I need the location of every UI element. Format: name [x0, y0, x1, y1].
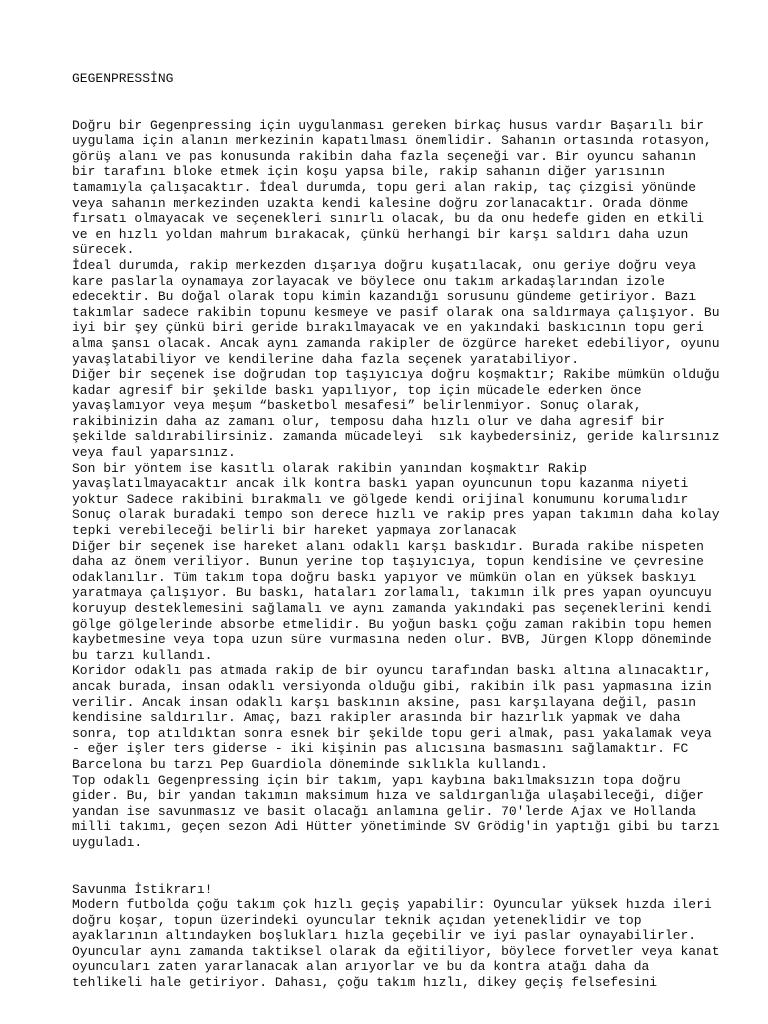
spacer [72, 87, 712, 118]
document-body [72, 117, 720, 851]
text-line: ayaklarının altındayken boşlukları hızla geçebilir ve iyi paslar oynayabilirler. [72, 928, 697, 944]
text-line: ancak burada, insan odaklı versiyonda olduğu gibi, rakibin ilk pası yapmasına izin [72, 678, 712, 694]
document-page [72, 71, 720, 991]
text-line: Oyuncular aynı zamanda taktiksel olarak da eğitiliyor, böylece forvetler veya kanat [72, 943, 720, 959]
text-line: gider. Bu, bir yandan takımın maksimum hıza ve saldırganlığa ulaşabileceği, diğer [72, 788, 704, 804]
text-line: rakibinizin daha az zamanı olur, temposu daha hızlı olur ve daha agresif bir [72, 413, 665, 429]
text-line: tamamıyla çalışacaktır. İdeal durumda, topu geri alan rakip, taç çizgisi yönünde [72, 179, 697, 195]
text-line: gölge gölgelerinde absorbe etmelidir. Bu yoğun baskı çoğu zaman rakibin topu hemen [72, 616, 712, 632]
text-line: şekilde saldırabilirsiniz. zamanda mücadeleyi sık kaybedersiniz, geride kalırsınız [72, 429, 720, 445]
text-line: Top odaklı Gegenpressing için bir takım, yapı kaybına bakılmaksızın topa doğru [72, 772, 681, 788]
text-line: alma şansı olacak. Ancak aynı zamanda rakipler de özgürce hareket edebiliyor, oyunu [72, 335, 720, 351]
text-line: bu tarzı kullandı. [72, 647, 213, 663]
text-line: - eğer işler ters giderse - iki kişinin pas alıcısına basmasını sağlamaktır. FC [72, 741, 689, 757]
text-line: kadar agresif bir şekilde baskı yapılıyor, top için mücadele ederken önce [72, 382, 642, 398]
text-line: uygulama için alanın merkezinin kapatılması önemlidir. Sahanın ortasında rotasyon, [72, 133, 712, 149]
text-line: doğru koşar, topun üzerindeki oyuncular teknik açıdan yeteneklidir ve top [72, 912, 642, 928]
text-line: milli takımı, geçen sezon Adi Hütter yönetiminde SV Grödig'in yaptığı gibi bu tarzı [72, 819, 720, 835]
text-line: Diğer bir seçenek ise doğrudan top taşıyıcıya doğru koşmaktır; Rakibe mümkün olduğu [72, 367, 720, 383]
text-line: sonra, top atıldıktan sonra esnek bir şekilde topu geri almak, pası yakalamak veya [72, 725, 712, 741]
text-line: yavaşlamıyor veya meşum “basketbol mesafesi” belirlenmiyor. Sonuç olarak, [72, 398, 642, 414]
section-heading: Savunma İstikrarı! [72, 881, 213, 897]
text-line: Son bir yöntem ise kasıtlı olarak rakibin yanından koşmaktır Rakip [72, 460, 587, 476]
text-line: sürecek. [72, 242, 135, 258]
text-line: Modern futbolda çoğu takım çok hızlı geçiş yapabilir: Oyuncular yüksek hızda ileri [72, 897, 712, 913]
text-line: Diğer bir seçenek ise hareket alanı odaklı karşı baskıdır. Burada rakibe nispeten [72, 538, 704, 554]
text-line: kare paslarla oynamaya zorlayacak ve böylece onu takım arkadaşlarından izole [72, 273, 665, 289]
text-line: yandan ise savunmasız ve basit olacağı anlamına gelir. 70'lerde Ajax ve Hollanda [72, 803, 697, 819]
text-line: koruyup desteklemesini sağlamalı ve aynı zamanda yakındaki pas seçeneklerini kendi [72, 601, 712, 616]
text-line: yavaşlatabiliyor ve kendilerine daha fazla seçenek yaratabiliyor. [72, 351, 580, 367]
text-line: İdeal durumda, rakip merkezden dışarıya doğru kuşatılacak, onu geriye doğru veya [72, 257, 697, 273]
section-body [72, 897, 720, 991]
text-line: Barcelona bu tarzı Pep Guardiola döneminde sıklıkla kullandı. [72, 756, 548, 772]
text-line: veya faul yaparsınız. [72, 445, 236, 461]
text-line: ve en hızlı yoldan mahrum bırakacak, çünkü herhangi bir karşı saldırı daha uzun [72, 226, 689, 242]
text-line: fırsatı olmayacak ve seçenekleri sınırlı olacak, bu da onu hedefe giden en etkili [72, 211, 704, 227]
text-line: tehlikeli hale getiriyor. Dahası, çoğu takım hızlı, dikey geçiş felsefesini [72, 975, 658, 991]
text-line: Sonuç olarak buradaki tempo son derece hızlı ve rakip pres yapan takımın daha kolay [72, 507, 720, 523]
text-line: bir tarafını bloke etmek için koşu yapsa bile, rakip sahanın diğer yarısının [72, 164, 665, 180]
text-line: odaklanılır. Tüm takım topa doğru baskı yapıyor ve mümkün olan en yüksek baskıyı [72, 569, 697, 585]
text-line: Koridor odaklı pas atmada rakip de bir oyuncu tarafından baskı altına alınacaktır, [72, 663, 712, 679]
document-title: GEGENPRESSİNG [72, 71, 174, 86]
text-line: takımlar sadece rakibin topunu kesmeye ve pasif olarak ona saldırmaya çalışıyor. Bu [72, 304, 720, 320]
text-line: kaybetmesine veya topa uzun süre vurmasına neden olur. BVB, Jürgen Klopp döneminde [72, 632, 712, 648]
text-line: tepki verebileceği belirli bir hareket yapmaya zorlanacak [72, 523, 517, 539]
text-line: yoktur Sadece rakibini bırakmalı ve gölgede kendi orijinal konumunu korumalıdır [72, 491, 689, 507]
text-line: daha az önem veriliyor. Bunun yerine top taşıyıcıya, topun kendisine ve çevresine [72, 554, 704, 570]
text-line: edecektir. Bu doğal olarak topu kimin kazandığı sorusunu gündeme getiriyor. Bazı [72, 289, 697, 305]
text-line: uyguladı. [72, 834, 143, 850]
text-line: yavaşlatılmayacaktır ancak ilk kontra baskı yapan oyuncunun topu kazanma niyeti [72, 476, 689, 492]
text-line: iyi bir şey çünkü biri geride bırakılmayacak ve en yakındaki baskıcının topu geri [72, 320, 704, 336]
text-line: kendisine saldırılır. Amaç, bazı rakipler arasında bir hazırlık yapmak ve daha [72, 710, 681, 726]
text-line: görüş alanı ve pas konusunda rakibin daha fazla seçeneği var. Bir oyuncu sahanın [72, 148, 697, 164]
text-line: yaratmaya çalışıyor. Bu baskı, hataları zorlamalı, takımın ilk pres yapan oyuncuyu [72, 585, 712, 601]
text-line: Doğru bir Gegenpressing için uygulanması gereken birkaç husus vardır Başarılı bir [72, 117, 704, 133]
text-line: veya sahanın merkezinden uzakta kendi kalesine doğru zorlanacaktır. Orada dönme [72, 195, 689, 211]
text-line: oyuncuları zaten yararlanacak alan arıyorlar ve bu da kontra atağı daha da [72, 959, 650, 975]
spacer [72, 851, 712, 882]
text-line: verilir. Ancak insan odaklı karşı baskının aksine, pası karşılayana değil, pasın [72, 694, 697, 710]
